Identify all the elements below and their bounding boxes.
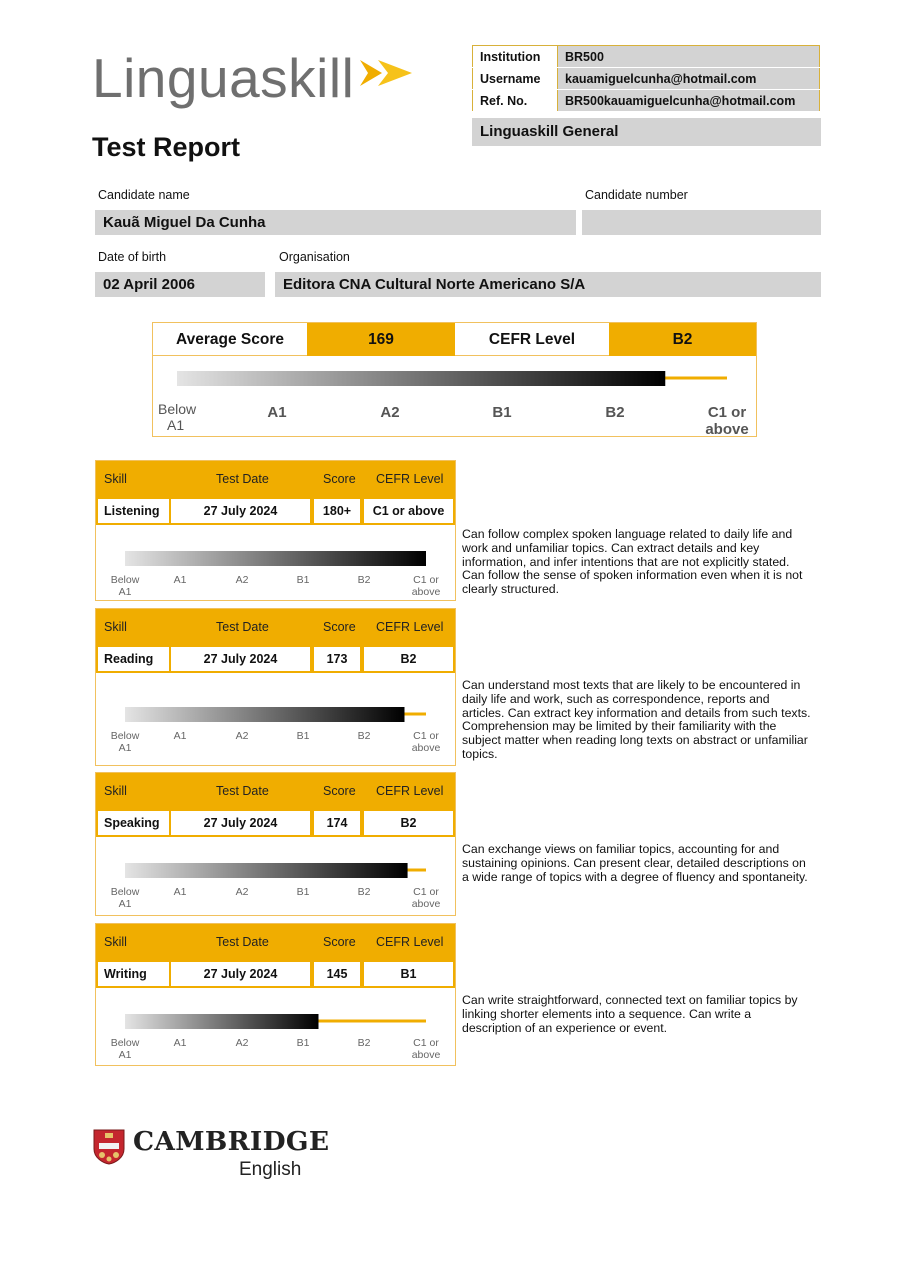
skill-header: Skill [104,935,127,949]
scale-label-a1: A1 [173,1037,187,1049]
logo-text: Linguaskill [92,47,355,109]
candidate-info-table [472,45,820,112]
average-score-scale [153,356,756,436]
scale-label-b1: B1 [492,404,512,421]
cefr-level-value: B2 [609,323,756,356]
skill-description: Can follow complex spoken language related to daily life and work and unfamiliar topics. Can extract details and key information, and infer intentions that are not explicitly stated. Can follow the sense of spoken information even when it is not clearly structured. [462,527,803,597]
scale-label-above: above [411,742,441,754]
organisation-label: Organisation [279,250,350,264]
scale-label-b1: B1 [296,730,310,742]
scale-label-a1: A1 [173,886,187,898]
score-header: Score [323,784,356,798]
skill-cefr-level: B2 [364,811,453,835]
scale-label-c1: C1 or [413,1037,439,1049]
scale-label-a1: A1 [173,574,187,586]
test-date-header: Test Date [216,620,269,634]
english-wordmark: English [239,1159,302,1180]
skill-score-bar [125,551,426,566]
scale-label-b2: B2 [605,404,625,421]
skill-test-date: 27 July 2024 [171,962,310,986]
skill-score-scale [96,525,455,600]
skill-name: Listening [98,499,169,523]
scale-label-below: Below [110,1037,140,1049]
skill-cefr-level: B2 [364,647,453,671]
average-score-label: Average Score [153,323,307,356]
institution-label: Institution [473,46,558,68]
skill-name: Speaking [98,811,169,835]
institution-value: BR500 [558,46,820,68]
scale-label-below: Below [110,886,140,898]
skill-score-bar [125,707,405,722]
skill-score-bar [125,1014,319,1029]
candidate-number-label: Candidate number [585,188,688,202]
skill-test-date: 27 July 2024 [171,499,310,523]
scale-label-below-a1: A1 [167,417,185,433]
skill-card-values [96,645,455,673]
skill-name: Reading [98,647,169,671]
page-title: Test Report [92,132,241,162]
scale-label-a2: A2 [235,574,249,586]
dob-value: 02 April 2006 [95,272,265,297]
scale-label-b1: B1 [296,886,310,898]
cefr-level-header: CEFR Level [376,620,444,634]
cefr-level-header: CEFR Level [376,472,444,486]
scale-label-b2: B2 [357,730,371,742]
scale-label-below-a1: A1 [118,898,132,910]
candidate-name-value: Kauã Miguel Da Cunha [95,210,576,235]
skill-score-scale [96,988,455,1065]
organisation-value: Editora CNA Cultural Norte Americano S/A [275,272,821,297]
scale-label-below: Below [158,401,197,417]
scale-label-a2: A2 [380,404,400,421]
ref-label: Ref. No. [473,90,558,112]
skill-score: 174 [314,811,360,835]
cambridge-english-logo [93,1126,330,1183]
skill-score: 173 [314,647,360,671]
username-value: kauamiguelcunha@hotmail.com [558,68,820,90]
scale-label-a2: A2 [235,886,249,898]
scale-label-a2: A2 [235,1037,249,1049]
linguaskill-logo [92,47,432,115]
scale-label-a1: A1 [173,730,187,742]
scale-label-above: above [705,421,749,436]
skill-card-header [96,609,455,645]
dob-label: Date of birth [98,250,167,264]
product-name: Linguaskill General [472,118,821,146]
cefr-level-label: CEFR Level [455,323,609,356]
skill-header: Skill [104,620,127,634]
scale-label-below: Below [110,574,140,586]
average-score-bar [177,371,665,386]
skill-card-writing [95,923,456,1066]
skill-card-values [96,497,455,525]
scale-label-c1: C1 or [413,730,439,742]
candidate-number-value [582,210,821,235]
skill-description: Can understand most texts that are likely to be encountered in daily life and work, such as correspondence, reports and articles. Can extract key information and details from such texts. Comprehension may be limited by their familiarity with the subject matter when reading long texts on abstract or unfamiliar topics. [462,678,811,761]
test-date-header: Test Date [216,784,269,798]
double-arrow-icon [360,58,420,88]
average-score-panel [152,322,757,437]
scale-label-below-a1: A1 [118,586,132,598]
test-date-header: Test Date [216,935,269,949]
scale-label-below: Below [110,730,140,742]
skill-cefr-level: C1 or above [364,499,453,523]
skill-description: Can write straightforward, connected text on familiar topics by linking shorter elements into a sequence. Can write a description of an experience or event. [462,993,798,1035]
skill-score-scale [96,837,455,915]
skill-score: 145 [314,962,360,986]
username-label: Username [473,68,558,90]
skill-header: Skill [104,784,127,798]
scale-label-c1: C1 or [413,574,439,586]
scale-label-b1: B1 [296,574,310,586]
scale-label-above: above [411,1049,441,1061]
cambridge-shield-icon [93,1129,125,1165]
scale-label-above: above [411,586,441,598]
skill-test-date: 27 July 2024 [171,811,310,835]
skill-score-bar [125,863,408,878]
scale-label-b2: B2 [357,574,371,586]
test-date-header: Test Date [216,472,269,486]
score-header: Score [323,620,356,634]
skill-card-values [96,960,455,988]
scale-label-b2: B2 [357,1037,371,1049]
scale-label-b1: B1 [296,1037,310,1049]
ref-value: BR500kauamiguelcunha@hotmail.com [558,90,820,112]
score-header: Score [323,472,356,486]
skill-card-values [96,809,455,837]
scale-label-c1: C1 or [707,404,747,421]
scale-label-above: above [411,898,441,910]
skill-card-speaking [95,772,456,916]
score-header: Score [323,935,356,949]
scale-label-a2: A2 [235,730,249,742]
skill-card-reading [95,608,456,766]
cefr-level-header: CEFR Level [376,935,444,949]
scale-label-below-a1: A1 [118,742,132,754]
skill-card-listening [95,460,456,601]
cefr-level-header: CEFR Level [376,784,444,798]
skill-cefr-level: B1 [364,962,453,986]
skill-test-date: 27 July 2024 [171,647,310,671]
cambridge-wordmark: CAMBRIDGE [133,1126,330,1157]
skill-card-header [96,924,455,960]
skill-score: 180+ [314,499,360,523]
skill-name: Writing [98,962,169,986]
skill-header: Skill [104,472,127,486]
scale-label-below-a1: A1 [118,1049,132,1061]
scale-label-a1: A1 [267,404,287,421]
skill-score-scale [96,673,455,765]
skill-card-header [96,773,455,809]
scale-label-b2: B2 [357,886,371,898]
average-score-value: 169 [307,323,455,356]
skill-description: Can exchange views on familiar topics, accounting for and sustaining opinions. Can present clear, detailed descriptions on a wide range of topics with a degree of fluency and spontaneity. [462,842,808,884]
skill-card-header [96,461,455,497]
candidate-name-label: Candidate name [98,188,190,202]
scale-label-c1: C1 or [413,886,439,898]
